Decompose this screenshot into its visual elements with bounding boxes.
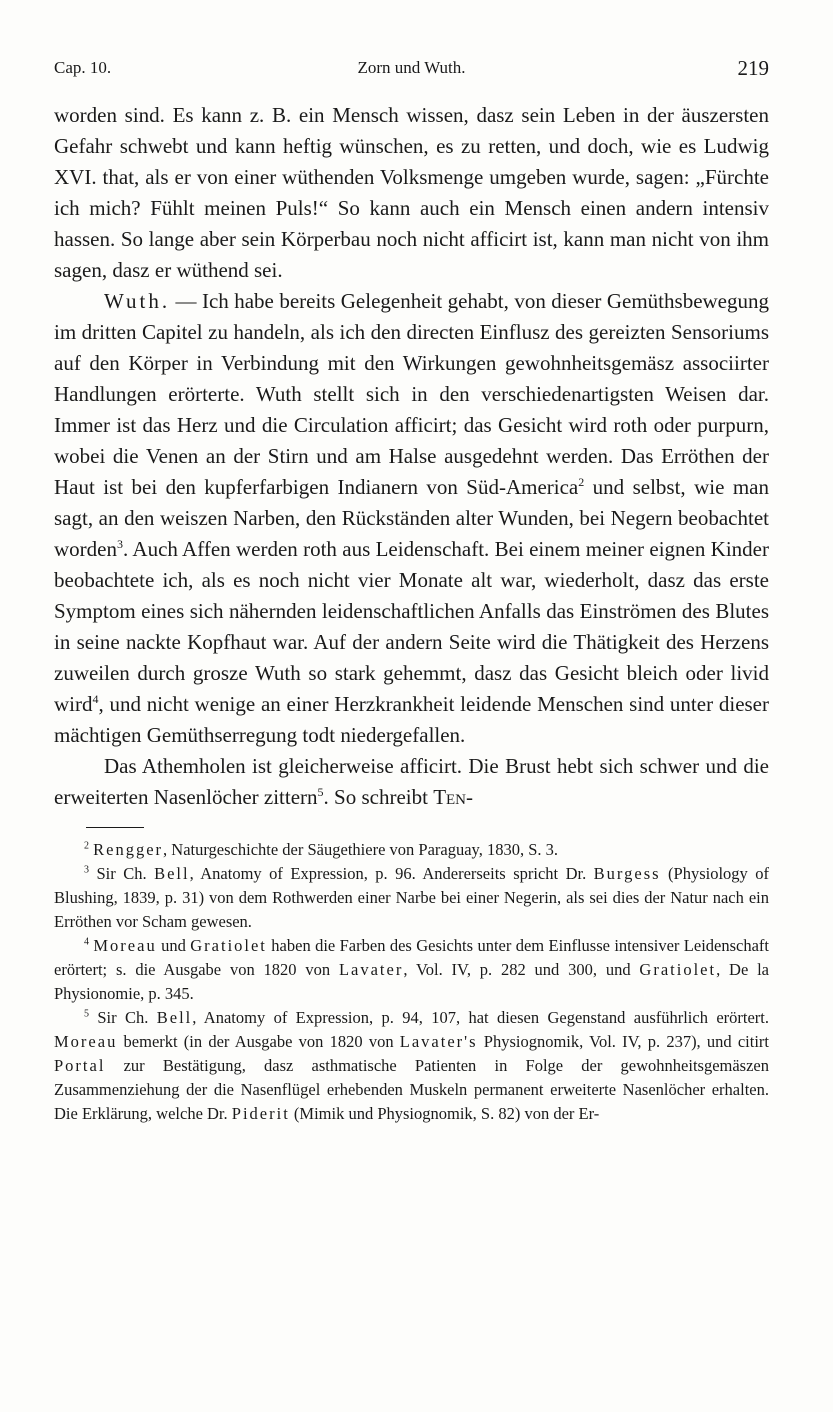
author-name: Lavater's	[399, 1032, 478, 1051]
text-span: — Ich habe bereits Gelegenheit gehabt, von dieser Gemüthsbewegung im dritten Capitel zu handeln, als ich den directen Einflusz des gereizten Sensoriums auf den Körper in Verbindung mit den Wirkungen gewohnheitsgemäsz associirter Handlungen erörterte. Wuth stellt sich in den verschiedenartigsten Weisen dar. Immer ist das Herz und die Circulation afficirt; das Gesicht wird roth oder purpurn, wobei die Venen an der Stirn und am Halse ausgedehnt werden. Das Erröthen der Haut ist bei den kupferfarbigen Indianern von Süd-America	[54, 289, 769, 499]
footnote-number: 3	[84, 864, 89, 876]
text-span: , und nicht wenige an einer Herzkrankheit leidende Menschen sind unter dieser mächtigen Gemüthserregung todt niedergefallen.	[54, 692, 769, 747]
name-tennyson-start: Ten-	[433, 785, 474, 809]
footnote-number: 2	[84, 840, 89, 852]
footnote-2	[54, 838, 769, 862]
footnote-number: 4	[84, 936, 89, 948]
chapter-label: Cap. 10.	[54, 58, 112, 77]
author-name: Bell	[156, 1008, 193, 1027]
text-span: haben die Farben des Gesichts unter dem Einflusse intensiver Leidenschaft erörtert; s. die Ausgabe von 1820 von	[54, 936, 769, 979]
text-span: bemerkt (in der Ausgabe von 1820 von	[117, 1032, 400, 1051]
text-span: , Vol. IV, p. 282 und 300, und	[403, 960, 640, 979]
text-span: , Anatomy of Expression, p. 96. Andererseits spricht Dr.	[189, 864, 594, 883]
author-name: Bell	[154, 864, 190, 883]
text-span: zur Bestätigung, dasz asthmatische Patienten in Folge der gewohnheitsgemäszen Zusammenziehung der die Nasenflügel erhebenden Muskeln permanent erweiterte Nasenlöcher erhalten. Die Erklärung, welche Dr.	[54, 1056, 769, 1123]
text-span: Sir Ch.	[96, 864, 155, 883]
paragraph-1: worden sind. Es kann z. B. ein Mensch wissen, dasz sein Leben in der äuszersten Gefahr schwebt und kann heftig wünschen, es zu retten, und doch, wie es Ludwig XVI. that, als er von einer wüthenden Volksmenge umgeben wurde, sagen: „Fürchte ich mich? Fühlt meinen Puls!“ So kann auch ein Mensch einen andern intensiv hassen. So lange aber sein Körperbau noch nicht afficirt ist, kann man nicht von ihm sagen, dasz er wüthend sei.	[54, 103, 769, 282]
author-name: Moreau	[54, 1032, 118, 1051]
text-span: und selbst, wie man sagt, an den weiszen Narben, den Rückständen alter Wunden, bei Negern beobachtet worden	[54, 475, 769, 561]
text-span: Physiognomik, Vol. IV, p. 237), und citirt	[477, 1032, 770, 1051]
author-name: Lavater	[338, 960, 404, 979]
text-span: . Auch Affen werden roth aus Leidenschaft. Bei einem meiner eignen Kinder beobachtete ich, als es noch nicht vier Monate alt war, wiederholt, dasz das erste Symptom eines sich nähernden leidenschaftlichen Anfalls das Einströmen des Blutes in seine nackte Kopfhaut war. Auf der andern Seite wird die Thätigkeit des Herzens zuweilen durch grosze Wuth so stark gehemmt, dasz das Gesicht bleich oder livid wird	[54, 537, 769, 716]
author-name: Gratiolet	[639, 960, 717, 979]
footnote-number: 5	[84, 1008, 89, 1020]
running-header	[54, 58, 769, 88]
text-span: Das Athemholen ist gleicherweise afficirt. Die Brust hebt sich schwer und die erweiterten Nasenlöcher zittern	[54, 754, 769, 809]
running-title: Zorn und Wuth.	[357, 58, 466, 77]
text-span: , Anatomy of Expression, p. 94, 107, hat diesen Gegenstand ausführlich erörtert.	[192, 1008, 770, 1027]
footnote-ref-5: 5	[317, 785, 324, 799]
page-number: 219	[737, 56, 769, 80]
footnote-ref-3: 3	[116, 537, 123, 551]
author-name: Gratiolet	[190, 936, 267, 955]
author-name: Portal	[54, 1056, 106, 1075]
main-text	[54, 100, 769, 813]
book-page	[54, 58, 769, 1126]
author-name: Burgess	[593, 864, 661, 883]
author-name: Rengger	[93, 840, 164, 859]
footnotes	[54, 838, 769, 1126]
paragraph-2	[54, 286, 769, 751]
term-wuth: Wuth.	[104, 289, 171, 313]
footnote-ref-4: 4	[92, 692, 99, 706]
text-span: und	[156, 936, 191, 955]
text-span: , De la Physionomie, p. 345.	[54, 960, 769, 1003]
text-span: . So schreibt	[323, 785, 434, 809]
paragraph-3	[54, 751, 769, 813]
author-name: Piderit	[231, 1104, 290, 1123]
footnote-divider	[86, 827, 144, 828]
text-span: (Physiology of Blushing, 1839, p. 31) von dem Rothwerden einer Narbe bei einer Negerin, als sei dies der Natur nach ein Erröthen vor Scham gewesen.	[54, 864, 770, 931]
footnote-5	[54, 1006, 769, 1126]
footnote-4	[54, 934, 769, 1006]
footnote-3	[54, 862, 769, 934]
text-span: (Mimik und Physiognomik, S. 82) von der Er-	[289, 1104, 600, 1123]
text-span: Sir Ch.	[97, 1008, 157, 1027]
author-name: Moreau	[93, 936, 157, 955]
text-span: , Naturgeschichte der Säugethiere von Paraguay, 1830, S. 3.	[163, 840, 559, 859]
footnote-ref-2: 2	[578, 475, 585, 489]
